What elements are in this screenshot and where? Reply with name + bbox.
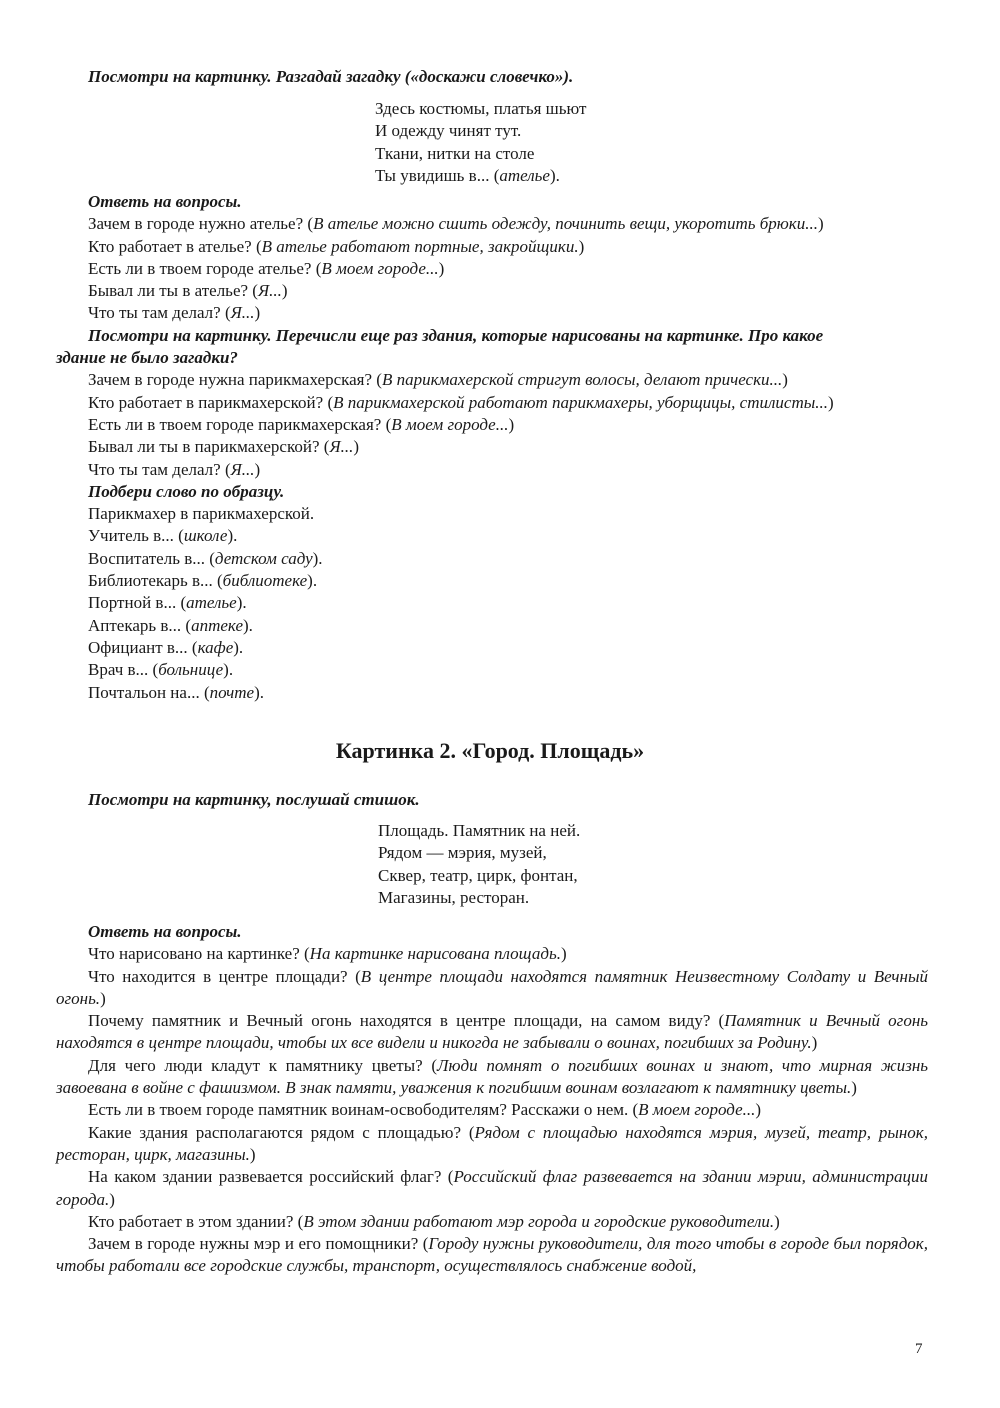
task-poem: Посмотри на картинку, послушай стишок. <box>88 790 420 809</box>
riddle-answer: ателье <box>499 165 550 185</box>
question-line: Что ты там делал? (Я...) <box>88 459 261 479</box>
questions-block-2 <box>56 921 928 1278</box>
qa-paragraph: Что находится в центре площади? (В центре площади находятся памятник Неизвестному Солдату и Вечный огонь.) <box>56 966 928 1008</box>
poem-line: Сквер, театр, цирк, фонтан, <box>378 865 578 885</box>
example-line: Парикмахер в парикмахерской. <box>88 504 315 524</box>
task-words: Подбери слово по образцу. <box>88 481 285 501</box>
page-number: 7 <box>915 1341 923 1357</box>
poem-line: Площадь. Памятник на ней. <box>378 821 581 840</box>
riddle-line: Ткани, нитки на столе <box>375 143 535 163</box>
qa-paragraph: Кто работает в этом здании? (В этом здании работают мэр города и городские руководители.) <box>88 1211 780 1231</box>
poem-line: Рядом — мэрия, музей, <box>378 843 547 863</box>
word-line: Врач в... (больнице). <box>88 660 234 680</box>
task-questions-2: Ответь на вопросы. <box>88 922 242 941</box>
riddle-line: Здесь костюмы, платья шьют <box>375 99 587 118</box>
question-line: Зачем в городе нужна парикмахерская? (В парикмахерской стригут волосы, делают прически...) <box>88 370 788 390</box>
word-line: Воспитатель в... (детском саду). <box>88 548 323 568</box>
task-riddle: Посмотри на картинку. Разгадай загадку («доскажи словечко»). <box>88 67 574 86</box>
riddle-line: И одежду чинят тут. <box>375 121 522 141</box>
section-heading: Картинка 2. «Город. Площадь» <box>335 738 645 763</box>
task-questions: Ответь на вопросы. <box>88 192 242 211</box>
word-line: Аптекарь в... (аптеке). <box>88 615 253 635</box>
task-buildings-cont: здание не было загадки? <box>56 348 238 368</box>
question-line: Есть ли в твоем городе парикмахерская? (В моем городе...) <box>88 414 515 434</box>
riddle-stanza <box>375 98 586 187</box>
qa-paragraph: Что нарисовано на картинке? (На картинке нарисована площадь.) <box>88 944 567 964</box>
word-line: Портной в... (ателье). <box>88 593 247 613</box>
poem-stanza <box>378 820 580 909</box>
question-line: Зачем в городе нужно ателье? (В ателье можно сшить одежду, починить вещи, укоротить брюки...) <box>88 214 824 234</box>
task-buildings: Посмотри на картинку. Перечисли еще раз здания, которые нарисованы на картинке. Про какое <box>88 325 824 345</box>
questions-block-1 <box>56 191 936 704</box>
word-line: Учитель в... (школе). <box>88 526 238 546</box>
word-line: Библиотекарь в... (библиотеке). <box>88 571 318 591</box>
question-line: Что ты там делал? (Я...) <box>88 303 261 323</box>
question-line: Бывал ли ты в ателье? (Я...) <box>88 281 288 301</box>
question-line: Бывал ли ты в парикмахерской? (Я...) <box>88 437 360 457</box>
word-line: Официант в... (кафе). <box>88 637 244 657</box>
poem-line: Магазины, ресторан. <box>378 887 530 907</box>
qa-paragraph: Зачем в городе нужны мэр и его помощники? (Городу нужны руководители, для того чтобы в городе был порядок, чтобы работали все городские службы, транспорт, осуществлялось снабжение водой, <box>56 1234 928 1276</box>
question-line: Кто работает в ателье? (В ателье работают портные, закройщики.) <box>88 236 585 256</box>
qa-paragraph: Для чего люди кладут к памятнику цветы? (Люди помнят о погибших воинах и знают, что мирная жизнь завоевана в войне с фашизмом. В знак памяти, уважения к погибшим воинам возлагают к памятнику цветы.) <box>56 1055 928 1098</box>
question-line: Кто работает в парикмахерской? (В парикмахерской работают парикмахеры, уборщицы, стилисты...) <box>88 392 834 412</box>
qa-paragraph: Какие здания располагаются рядом с площадью? (Рядом с площадью находятся мэрия, музей, театр, рынок, ресторан, цирк, магазины.) <box>56 1122 928 1164</box>
riddle-line-last: Ты увидишь в... (ателье). <box>375 165 560 185</box>
qa-paragraph: Почему памятник и Вечный огонь находятся в центре площади, на самом виду? (Памятник и Вечный огонь находятся в центре площади, чтобы их все видели и никогда не забывали о воинах, погибших за Родину.) <box>56 1011 928 1053</box>
qa-paragraph: На каком здании развевается российский флаг? (Российский флаг развевается на здании мэрии, администрации города.) <box>56 1167 928 1209</box>
question-line: Есть ли в твоем городе ателье? (В моем городе...) <box>88 258 445 278</box>
qa-paragraph: Есть ли в твоем городе памятник воинам-освободителям? Расскажи о нем. (В моем городе...) <box>88 1100 762 1120</box>
word-line: Почтальон на... (почте). <box>88 682 265 702</box>
